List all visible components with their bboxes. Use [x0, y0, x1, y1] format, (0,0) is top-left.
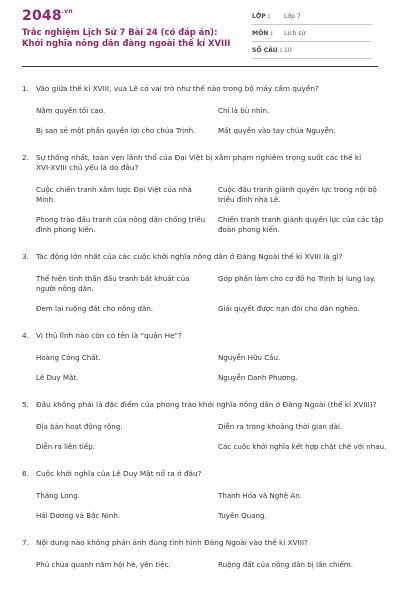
question-number: 2.: [22, 153, 29, 162]
answer-option[interactable]: Diễn ra trong khoảng thời gian dài.: [218, 422, 343, 431]
answer-option[interactable]: Tuyên Quang.: [218, 511, 267, 520]
answer-option[interactable]: Phong trào đấu tranh của nông dân chống triều đình phong kiến.: [36, 215, 206, 234]
question-stem: [22, 538, 378, 548]
question-item: [22, 400, 387, 452]
question-text: Nội dung nào không phản ánh đúng tình hình Đàng Ngoài vào thế kỉ XVIII?: [36, 538, 308, 547]
page-header: [0, 0, 400, 64]
answer-option[interactable]: Hoàng Công Chất.: [36, 353, 101, 362]
answer-option[interactable]: Cuộc đấu tranh giành quyền lực trong nội bộ triều đình nhà Lê.: [218, 185, 377, 204]
question-item: [22, 469, 378, 521]
meta-value: Lịch sử: [284, 30, 306, 37]
meta-value: Lớp 7: [284, 13, 301, 20]
answer-option[interactable]: Địa bàn hoạt động rộng.: [36, 422, 123, 431]
answer-options: [22, 422, 387, 452]
answer-option[interactable]: Nguyễn Hữu Cầu.: [218, 353, 281, 362]
question-text: Vị thủ lĩnh nào còn có tên là "quận He"?: [36, 331, 182, 340]
logo-text: 2048: [22, 8, 62, 24]
question-stem: [22, 469, 378, 479]
question-number: 4.: [22, 331, 29, 340]
question-item: [22, 84, 378, 136]
answer-option[interactable]: Chiến tranh tranh giành quyền lực của các tập đoàn phong kiến.: [218, 215, 384, 234]
question-text: Cuộc khởi nghĩa của Lê Duy Mật nổ ra ở đâu?: [36, 469, 202, 478]
answer-option[interactable]: Chỉ là bù nhìn.: [218, 106, 270, 115]
question-text: Đâu không phải là đặc điểm của phong trào khởi nghĩa nông dân ở Đàng Ngoài (thế kỉ XVIII)?: [36, 400, 377, 409]
question-list: [22, 84, 387, 587]
meta-value: 10: [284, 47, 292, 54]
question-text: Vào giữa thế kỉ XVIII, vua Lê có vai trò như thế nào trong bộ máy cầm quyền?: [36, 84, 319, 93]
answer-option[interactable]: Giải quyết được nạn đói cho dân nghèo.: [218, 304, 360, 313]
answer-option[interactable]: Thể hiện tinh thần đấu tranh bất khuất của người nông dân.: [36, 274, 190, 293]
question-text: Tác động lớn nhất của các cuộc khởi nghĩa nông dân ở Đàng Ngoài thế kỉ XVIII là gì?: [36, 252, 343, 261]
answer-options: [22, 185, 384, 235]
answer-options: [22, 560, 378, 570]
header-divider: [22, 66, 378, 67]
answer-option[interactable]: Mất quyền vào tay chúa Nguyễn.: [218, 126, 336, 135]
question-number: 5.: [22, 400, 29, 409]
site-logo[interactable]: [22, 8, 73, 24]
meta-label: SỐ CÂU :: [252, 47, 283, 54]
question-item: [22, 153, 384, 235]
meta-label: LỚP :: [252, 13, 271, 20]
meta-row-class: [252, 13, 372, 25]
answer-option[interactable]: Góp phần làm cho cơ đồ họ Trịnh bị lung lay.: [218, 274, 376, 283]
answer-options: [22, 274, 378, 314]
question-number: 7.: [22, 538, 29, 547]
answer-options: [22, 491, 378, 521]
answer-option[interactable]: Ruộng đất của nông dân bị lấn chiếm.: [218, 560, 353, 569]
answer-option[interactable]: Nguyễn Danh Phương.: [218, 373, 298, 382]
logo-suffix: .vn: [61, 8, 73, 15]
question-item: [22, 252, 378, 314]
document-meta: [252, 13, 372, 64]
answer-option[interactable]: Các cuộc khởi nghĩa kết hợp chặt chẽ với nhau.: [218, 442, 387, 451]
question-number: 6.: [22, 469, 29, 478]
meta-row-question-count: [252, 47, 372, 59]
question-number: 1.: [22, 84, 29, 93]
answer-option[interactable]: Thanh Hóa và Nghệ An.: [218, 491, 303, 500]
question-stem: [22, 153, 378, 173]
answer-option[interactable]: Nắm quyền tối cao.: [36, 106, 106, 115]
meta-label: MÔN :: [252, 30, 273, 37]
answer-option[interactable]: Hải Dương và Bắc Ninh.: [36, 511, 121, 520]
question-stem: [22, 252, 378, 262]
answer-option[interactable]: Bị san sẻ một phần quyền lợi cho chúa Trịnh.: [36, 126, 196, 135]
question-item: [22, 538, 378, 570]
answer-options: [22, 106, 378, 136]
answer-option[interactable]: Lê Duy Mật.: [36, 373, 79, 382]
answer-option[interactable]: Thăng Long.: [36, 491, 80, 500]
question-item: [22, 331, 378, 383]
question-text: Sự thống nhất, toàn vẹn lãnh thổ của Đại Việt bị xâm phạm nghiêm trọng suốt các thế kỉ XVI-XVIII chủ yếu là do đâu?: [36, 153, 362, 172]
document-title: Trắc nghiệm Lịch Sử 7 Bài 24 (có đáp án): Khởi nghĩa nông dân đàng ngoài thế kỉ XVIII: [22, 27, 231, 48]
question-stem: [22, 400, 378, 410]
answer-options: [22, 353, 378, 383]
answer-option[interactable]: Diễn ra liên tiếp.: [36, 442, 95, 451]
answer-option[interactable]: Phủ chúa quanh năm hội hè, yến tiệc.: [36, 560, 171, 569]
meta-row-subject: [252, 30, 372, 42]
question-stem: [22, 84, 378, 94]
answer-option[interactable]: Cuộc chiến tranh xâm lược Đại Việt của nhà Minh.: [36, 185, 192, 204]
answer-option[interactable]: Đem lại ruộng đất cho nông dân.: [36, 304, 154, 313]
question-number: 3.: [22, 252, 29, 261]
question-stem: [22, 331, 378, 341]
